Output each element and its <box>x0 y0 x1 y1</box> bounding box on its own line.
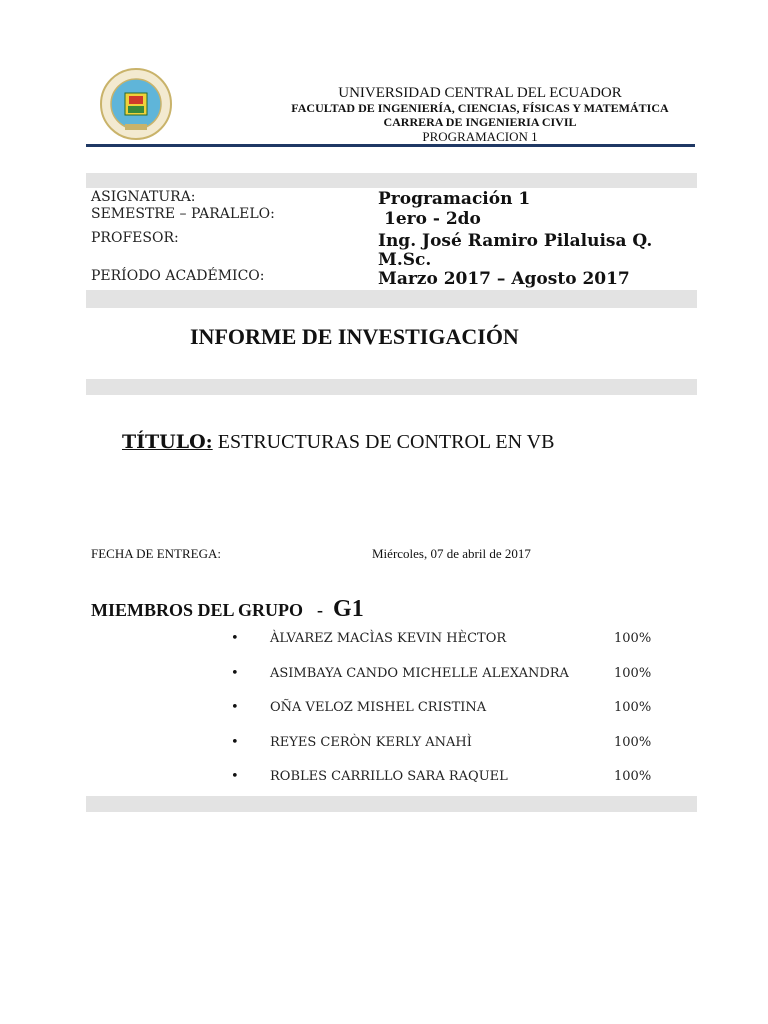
member-bullet: • <box>231 769 239 784</box>
periodo-value: Marzo 2017 – Agosto 2017 <box>378 269 630 289</box>
fecha-label: FECHA DE ENTREGA: <box>91 546 221 561</box>
group-label: MIEMBROS DEL GRUPO <box>91 600 304 620</box>
member-bullet: • <box>231 665 239 681</box>
member-percentage: 100% <box>614 631 652 646</box>
report-title: INFORME DE INVESTIGACIÓN <box>190 324 519 349</box>
member-name: OÑA VELOZ MISHEL CRISTINA <box>270 700 487 715</box>
course-name: PROGRAMACION 1 <box>422 129 538 144</box>
profesor-value-line1: Ing. José Ramiro Pilaluisa Q. <box>378 231 653 251</box>
divider-bar <box>86 173 697 188</box>
periodo-label: PERÍODO ACADÉMICO: <box>91 268 265 284</box>
member-percentage: 100% <box>614 734 652 750</box>
member-name: REYES CERÒN KERLY ANAHÌ <box>270 734 472 750</box>
member-percentage: 100% <box>614 665 652 681</box>
group-id: G1 <box>333 596 364 622</box>
career-name: CARRERA DE INGENIERIA CIVIL <box>383 115 577 129</box>
member-bullet: • <box>231 631 239 646</box>
member-name: ROBLES CARRILLO SARA RAQUEL <box>270 769 508 784</box>
member-name: ÀLVAREZ MACÌAS KEVIN HÈCTOR <box>270 631 507 646</box>
divider-bar <box>86 796 697 812</box>
member-bullet: • <box>231 734 239 750</box>
member-percentage: 100% <box>614 769 652 784</box>
header-rule <box>86 144 695 147</box>
university-seal-logo <box>100 68 172 144</box>
profesor-value-line2: M.Sc. <box>378 250 432 270</box>
semestre-label: SEMESTRE – PARALELO: <box>91 206 275 222</box>
group-heading <box>91 596 364 623</box>
divider-bar <box>86 290 697 308</box>
asignatura-label: ASIGNATURA: <box>91 189 196 205</box>
faculty-name: FACULTAD DE INGENIERÍA, CIENCIAS, FÍSICAS Y MATEMÁTICA <box>291 101 669 115</box>
titulo-label: TÍTULO: <box>122 431 213 453</box>
member-name: ASIMBAYA CANDO MICHELLE ALEXANDRA <box>270 665 569 681</box>
fecha-value: Miércoles, 07 de abril de 2017 <box>372 546 531 561</box>
member-percentage: 100% <box>614 700 652 715</box>
divider-bar <box>86 379 697 395</box>
profesor-label: PROFESOR: <box>91 230 179 246</box>
university-name: UNIVERSIDAD CENTRAL DEL ECUADOR <box>338 85 622 101</box>
titulo-value: ESTRUCTURAS DE CONTROL EN VB <box>217 431 555 453</box>
group-separator: - <box>317 600 324 620</box>
member-bullet: • <box>231 700 239 715</box>
asignatura-value: Programación 1 <box>378 189 531 209</box>
titulo-line <box>122 431 554 454</box>
semestre-value: 1ero - 2do <box>384 209 481 229</box>
